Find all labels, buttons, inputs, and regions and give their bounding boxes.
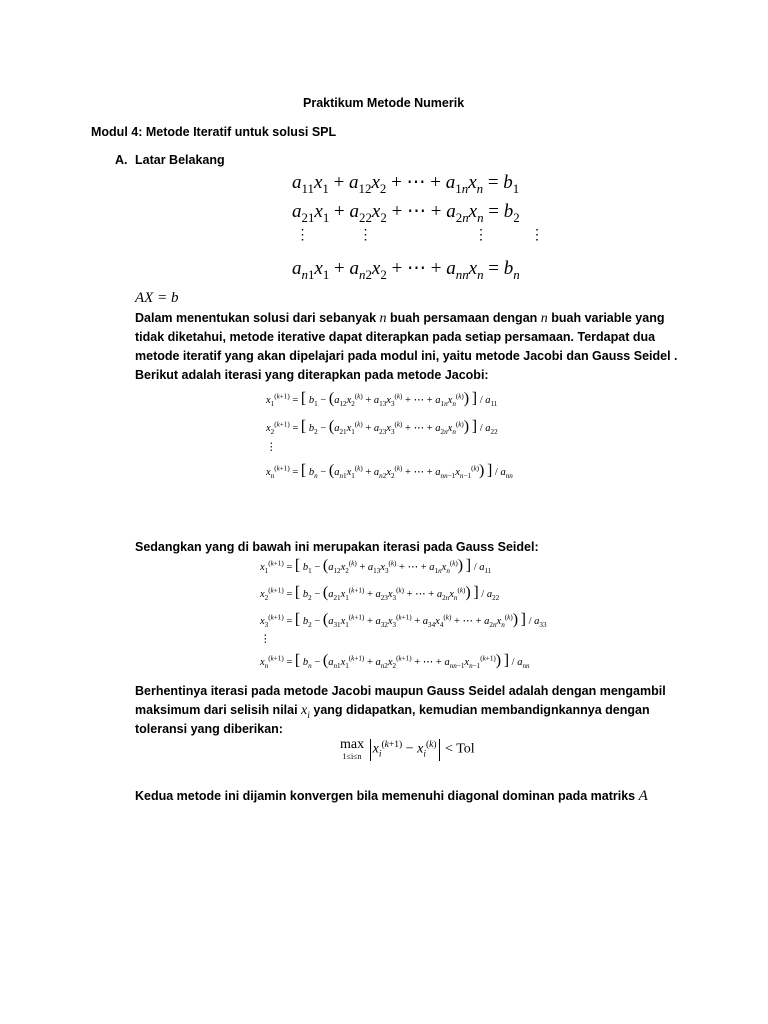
doc-title: Praktikum Metode Numerik	[303, 96, 465, 110]
module-heading: Modul 4: Metode Iteratif untuk solusi SPL	[91, 125, 337, 139]
tol-label: Tol	[456, 741, 475, 757]
gauss-seidel-equations	[260, 555, 547, 674]
para1-text-c: buah variable yang tidak diketahui, metode iterative dapat diterapkan pada setiap persamaan. Terdapat dua metode iteratif yang akan dipelajari pada modul ini, yaitu metode Jacobi dan Gauss Seidel . Berikut adalah iterasi yang diterapkan pada metode Jacobi:	[135, 311, 678, 382]
gs-vdots: ⋮	[260, 634, 271, 645]
para3-text-a: Berhentinya iterasi pada metode Jacobi maupun Gauss Seidel adalah dengan mengambil maksimum dari selisih nilai	[135, 684, 666, 717]
para3-var-x: $x_i$	[301, 703, 310, 721]
para1-text-b: buah persamaan dengan	[386, 311, 541, 325]
jacobi-row-n: $x_n^{(k+1)}$ = [ $b_n - (a_{n1}x_1^{(k)} + a_{n2}x_2^{(k)}$ + ⋯ + $a_{nn-1}x_{n-1}^{(k)}$) ] / $a_{nn}$	[266, 462, 513, 481]
gs-row-1: $x_1^{(k+1)}$ = [ $b_1 - (a_{12}x_2^{(k)} + a_{13}x_3^{(k)}$ + ⋯ + $a_{1n}x_n^{(k)}$) ] / $a_{11}$	[260, 557, 492, 576]
linear-system	[292, 168, 544, 283]
system-row-1: $a_{11}x_1 + a_{12}x_2$ + ⋯ + $a_{1n}x_n = b_1$	[292, 172, 520, 196]
gs-row-3: $x_3^{(k+1)}$ = [ $b_2 - (a_{31}x_1^{(k+1)} + a_{32}x_3^{(k+1)} + a_{34}x_4^{(k)}$ + ⋯ + $a_{2n}x_n^{(k)}$) ] / $a_{33}$	[260, 611, 547, 630]
jacobi-row-1: $x_1^{(k+1)}$ = [ $b_1 - (a_{12}x_2^{(k)} + a_{13}x_3^{(k)}$ + ⋯ + $a_{1n}x_n^{(k)}$) ] / $a_{11}$	[266, 390, 498, 409]
jacobi-vdots: ⋮	[266, 442, 277, 453]
para1-text-a: Dalam menentukan solusi dari sebanyak	[135, 311, 380, 325]
jacobi-equations	[266, 388, 513, 484]
system-row-n: $a_{n1}x_1 + a_{n2}x_2$ + ⋯ + $a_{nn}x_n = b_n$	[292, 258, 520, 282]
para3-text-b: yang didapatkan, kemudian membandignkannya dengan toleransi yang diberikan:	[135, 703, 650, 736]
gs-row-2: $x_2^{(k+1)}$ = [ $b_2 - (a_{21}x_1^{(k+1)} + a_{23}x_3^{(k)}$ + ⋯ + $a_{2n}x_n^{(k)}$) ] / $a_{22}$	[260, 584, 500, 603]
equation-ax-b: AX = b	[135, 290, 179, 306]
para4-var-A: A	[638, 788, 648, 804]
paragraph-stopping	[135, 682, 695, 739]
para2-text: Sedangkan yang di bawah ini merupakan iterasi pada Gauss Seidel:	[135, 540, 539, 554]
para4-text: Kedua metode ini dijamin konvergen bila memenuhi diagonal dominan pada matriks	[135, 789, 639, 803]
para1-var-n1: n	[379, 311, 387, 326]
paragraph-convergence	[135, 787, 695, 806]
jacobi-row-2: $x_2^{(k+1)}$ = [ $b_2 - (a_{21}x_1^{(k)} + a_{23}x_3^{(k)}$ + ⋯ + $a_{2n}x_n^{(k)}$) ] / $a_{22}$	[266, 418, 498, 437]
section-label: A.	[115, 153, 128, 167]
section-title: Latar Belakang	[135, 153, 225, 167]
paragraph-intro	[135, 309, 695, 385]
para1-var-n2: n	[540, 311, 548, 326]
system-vdots: ⋮ ⋮ ⋮ ⋮	[292, 228, 544, 243]
gs-row-n: $x_n^{(k+1)}$ = [ $b_n - (a_{n1}x_1^{(k+1)} + a_{n2}x_2^{(k+1)}$ + ⋯ + $a_{nn-1}x_{n-1}^{(k+1)}$) ] / $a_{nn}$	[260, 652, 530, 671]
system-row-2: $a_{21}x_1 + a_{22}x_2$ + ⋯ + $a_{2n}x_n = b_2$	[292, 201, 520, 225]
tolerance-inequality: max 1≤i≤n $x_i^{(k+1)} - x_i^{(k)}$ < Tol	[340, 737, 475, 761]
max-operator: max 1≤i≤n	[340, 737, 365, 761]
